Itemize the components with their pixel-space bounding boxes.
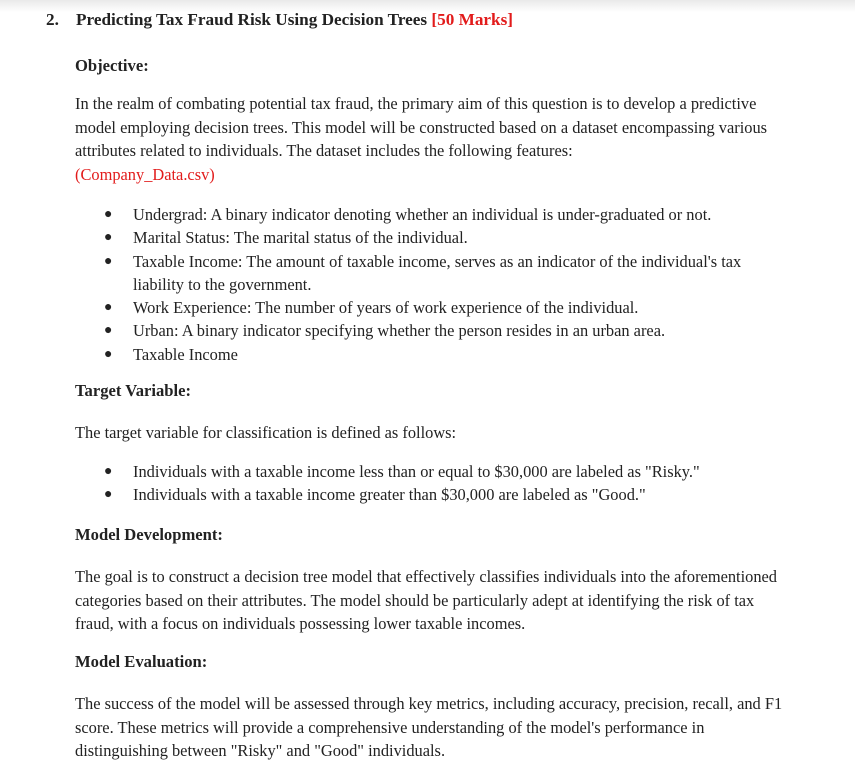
model-evaluation-paragraph: The success of the model will be assessed through key metrics, including accuracy, precision, recall, and F1 score. These metrics will provide a comprehensive understanding of the model's performance in distinguishing between "Risky" and "Good" individuals.	[75, 694, 783, 760]
target-rule-item: ● Individuals with a taxable income less than or equal to $30,000 are labeled as "Risky."	[75, 460, 795, 483]
target-rule-item: ● Individuals with a taxable income greater than $30,000 are labeled as "Good."	[75, 483, 795, 506]
bullet-icon: ●	[104, 207, 113, 222]
model-evaluation-heading: Model Evaluation:	[75, 652, 208, 671]
feature-item: ● Taxable Income: The amount of taxable income, serves as an indicator of the individual's tax liability to the government.	[104, 251, 742, 294]
feature-item: ● Marital Status: The marital status of the individual.	[75, 226, 795, 249]
target-variable-intro: The target variable for classification is defined as follows:	[75, 423, 457, 442]
bullet-icon: ●	[104, 253, 113, 269]
objective-heading: Objective:	[75, 56, 149, 75]
model-development-heading: Model Development:	[75, 525, 223, 544]
feature-item: ● Taxable Income	[75, 343, 795, 366]
objective-text: In the realm of combating potential tax fraud, the primary aim of this question is to develop a predictive model employing decision trees. This model will be constructed based on a dataset encompassing various attributes related to individuals. The dataset includes the following features:	[75, 94, 768, 160]
bullet-icon: ●	[104, 346, 113, 362]
feature-list	[75, 203, 795, 366]
target-variable-heading: Target Variable:	[75, 381, 192, 400]
model-development-paragraph: The goal is to construct a decision tree model that effectively classifies individuals into the aforementioned categories based on their attributes. The model should be particularly adept at identifying the risk of tax fraud, with a focus on individuals possessing lower taxable incomes.	[75, 567, 778, 633]
bullet-icon: ●	[104, 323, 113, 339]
feature-item: ● Work Experience: The number of years of work experience of the individual.	[75, 296, 795, 319]
feature-item: ● Urban: A binary indicator specifying whether the person resides in an urban area.	[75, 319, 795, 342]
bullet-icon: ●	[104, 487, 113, 503]
bullet-icon: ●	[104, 464, 113, 479]
objective-paragraph	[75, 92, 795, 186]
question-heading	[46, 10, 513, 30]
feature-item: ● Undergrad: A binary indicator denoting whether an individual is under-graduated or not.	[75, 203, 795, 226]
dataset-filename: (Company_Data.csv)	[75, 164, 215, 184]
question-number: 2.	[46, 10, 59, 29]
bullet-icon: ●	[104, 300, 113, 316]
bullet-icon: ●	[104, 230, 113, 246]
target-rules-list	[75, 460, 795, 507]
question-marks: [50 Marks]	[431, 10, 514, 29]
question-title: Predicting Tax Fraud Risk Using Decision Trees	[76, 10, 428, 29]
